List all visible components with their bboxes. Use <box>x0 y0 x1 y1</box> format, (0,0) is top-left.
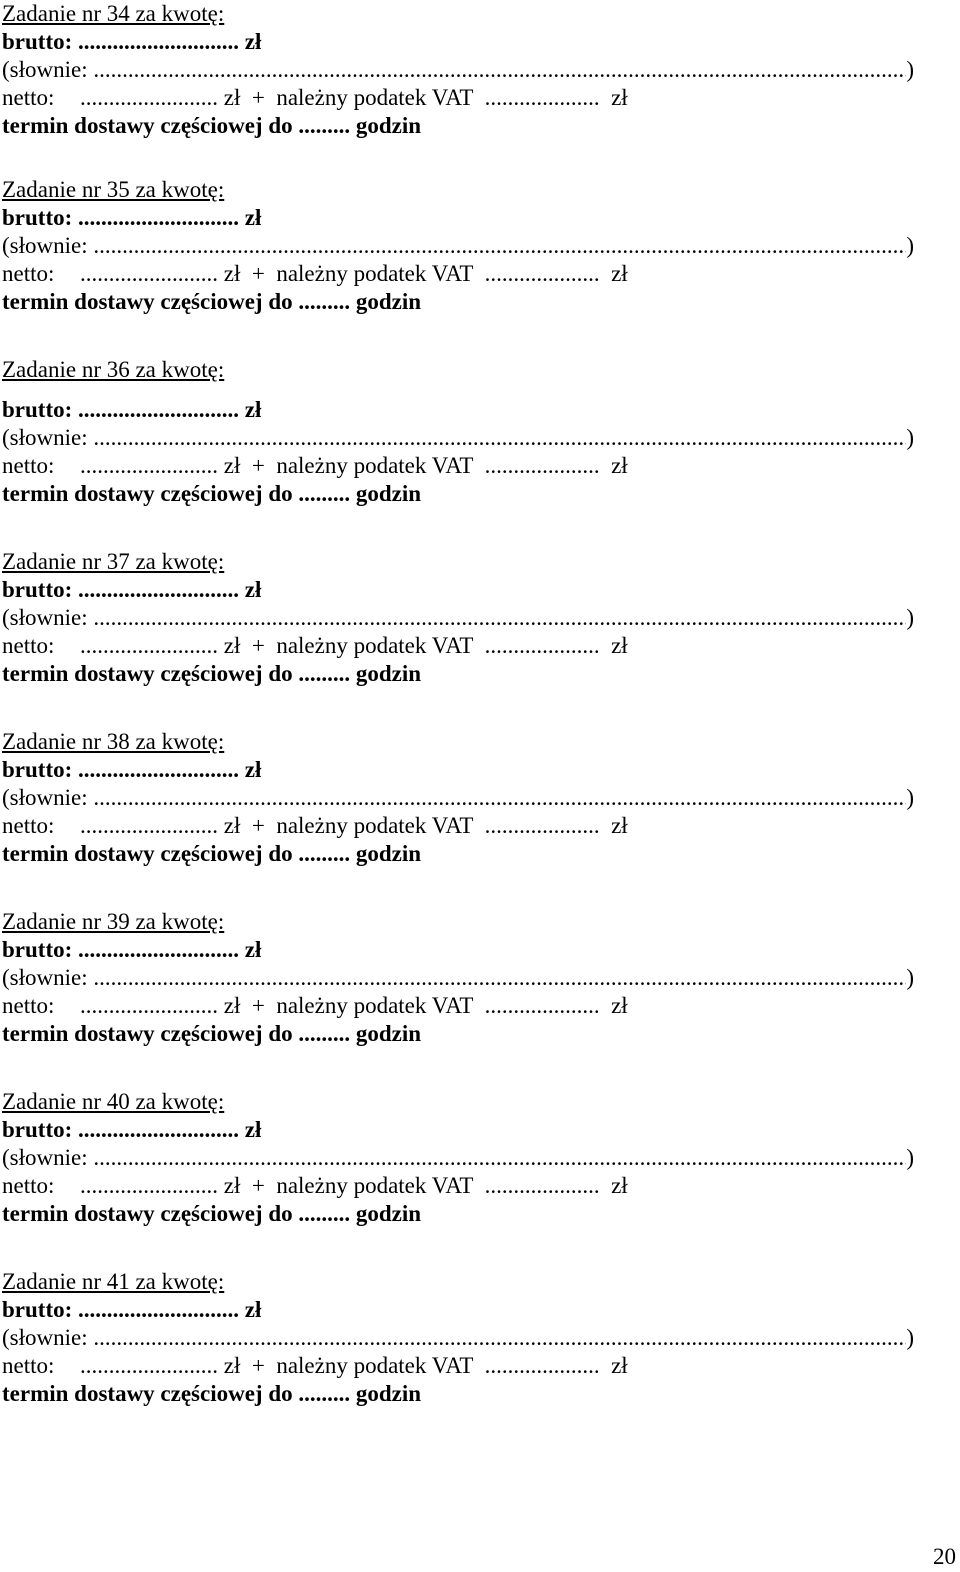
termin-line: termin dostawy częściowej do ......... godzin <box>2 1381 422 1406</box>
task-heading: Zadanie nr 35 za kwotę: <box>2 177 225 202</box>
task-heading: Zadanie nr 40 za kwotę: <box>2 1089 225 1114</box>
netto-label: netto: <box>2 261 55 286</box>
brutto-line: brutto: ............................ zł <box>2 937 262 962</box>
slownie-line <box>2 964 914 992</box>
slownie-close: ) <box>906 1325 914 1350</box>
slownie-dots <box>93 964 906 992</box>
slownie-close: ) <box>906 605 914 630</box>
task-heading: Zadanie nr 37 za kwotę: <box>2 549 225 574</box>
netto-label: netto: <box>2 453 55 478</box>
task-41 <box>2 1268 922 1408</box>
netto-line <box>2 1352 922 1380</box>
netto-value: ........................ zł + należny podatek VAT .................... zł <box>80 1353 628 1378</box>
task-40 <box>2 1088 922 1228</box>
brutto-line: brutto: ............................ zł <box>2 577 262 602</box>
task-heading: Zadanie nr 41 za kwotę: <box>2 1269 225 1294</box>
netto-value: ........................ zł + należny podatek VAT .................... zł <box>80 85 628 110</box>
task-34 <box>2 0 922 140</box>
netto-label: netto: <box>2 993 55 1018</box>
netto-label: netto: <box>2 1173 55 1198</box>
task-36 <box>2 356 922 508</box>
netto-line <box>2 812 922 840</box>
netto-value: ........................ zł + należny podatek VAT .................... zł <box>80 453 628 478</box>
slownie-line <box>2 604 914 632</box>
netto-value: ........................ zł + należny podatek VAT .................... zł <box>80 633 628 658</box>
brutto-line: brutto: ............................ zł <box>2 397 262 422</box>
task-37 <box>2 548 922 688</box>
netto-line <box>2 992 922 1020</box>
slownie-open: (słownie: <box>2 785 94 810</box>
slownie-line <box>2 1324 914 1352</box>
brutto-line: brutto: ............................ zł <box>2 757 262 782</box>
netto-line <box>2 632 922 660</box>
slownie-open: (słownie: <box>2 965 94 990</box>
netto-value: ........................ zł + należny podatek VAT .................... zł <box>80 1173 628 1198</box>
slownie-close: ) <box>906 425 914 450</box>
slownie-open: (słownie: <box>2 233 94 258</box>
task-heading: Zadanie nr 36 za kwotę: <box>2 357 225 382</box>
slownie-close: ) <box>906 965 914 990</box>
termin-line: termin dostawy częściowej do ......... godzin <box>2 481 422 506</box>
termin-line: termin dostawy częściowej do ......... godzin <box>2 1021 422 1046</box>
slownie-line <box>2 56 914 84</box>
slownie-dots <box>93 1144 906 1172</box>
slownie-close: ) <box>906 1145 914 1170</box>
slownie-close: ) <box>906 785 914 810</box>
slownie-dots <box>93 784 906 812</box>
slownie-close: ) <box>906 57 914 82</box>
task-39 <box>2 908 922 1048</box>
brutto-line: brutto: ............................ zł <box>2 1117 262 1142</box>
termin-line: termin dostawy częściowej do ......... godzin <box>2 1201 422 1226</box>
slownie-close: ) <box>906 233 914 258</box>
task-38 <box>2 728 922 868</box>
slownie-dots <box>93 232 906 260</box>
slownie-open: (słownie: <box>2 425 94 450</box>
slownie-open: (słownie: <box>2 1145 94 1170</box>
slownie-line <box>2 424 914 452</box>
netto-value: ........................ zł + należny podatek VAT .................... zł <box>80 993 628 1018</box>
slownie-dots <box>93 424 906 452</box>
task-heading: Zadanie nr 34 za kwotę: <box>2 1 225 26</box>
page-number: 20 <box>933 1544 956 1569</box>
slownie-open: (słownie: <box>2 605 94 630</box>
slownie-line <box>2 1144 914 1172</box>
task-heading: Zadanie nr 38 za kwotę: <box>2 729 225 754</box>
termin-line: termin dostawy częściowej do ......... godzin <box>2 289 422 314</box>
slownie-dots <box>93 1324 906 1352</box>
brutto-line: brutto: ............................ zł <box>2 205 262 230</box>
task-heading: Zadanie nr 39 za kwotę: <box>2 909 225 934</box>
netto-label: netto: <box>2 813 55 838</box>
termin-line: termin dostawy częściowej do ......... godzin <box>2 113 422 138</box>
brutto-line: brutto: ............................ zł <box>2 1297 262 1322</box>
slownie-open: (słownie: <box>2 57 94 82</box>
slownie-line <box>2 232 914 260</box>
netto-value: ........................ zł + należny podatek VAT .................... zł <box>80 261 628 286</box>
netto-line <box>2 1172 922 1200</box>
netto-label: netto: <box>2 1353 55 1378</box>
termin-line: termin dostawy częściowej do ......... godzin <box>2 841 422 866</box>
slownie-dots <box>93 56 906 84</box>
termin-line: termin dostawy częściowej do ......... godzin <box>2 661 422 686</box>
slownie-line <box>2 784 914 812</box>
slownie-dots <box>93 604 906 632</box>
netto-line <box>2 452 922 480</box>
task-35 <box>2 176 922 316</box>
netto-line <box>2 84 922 112</box>
slownie-open: (słownie: <box>2 1325 94 1350</box>
netto-label: netto: <box>2 85 55 110</box>
netto-value: ........................ zł + należny podatek VAT .................... zł <box>80 813 628 838</box>
netto-line <box>2 260 922 288</box>
brutto-line: brutto: ............................ zł <box>2 29 262 54</box>
netto-label: netto: <box>2 633 55 658</box>
